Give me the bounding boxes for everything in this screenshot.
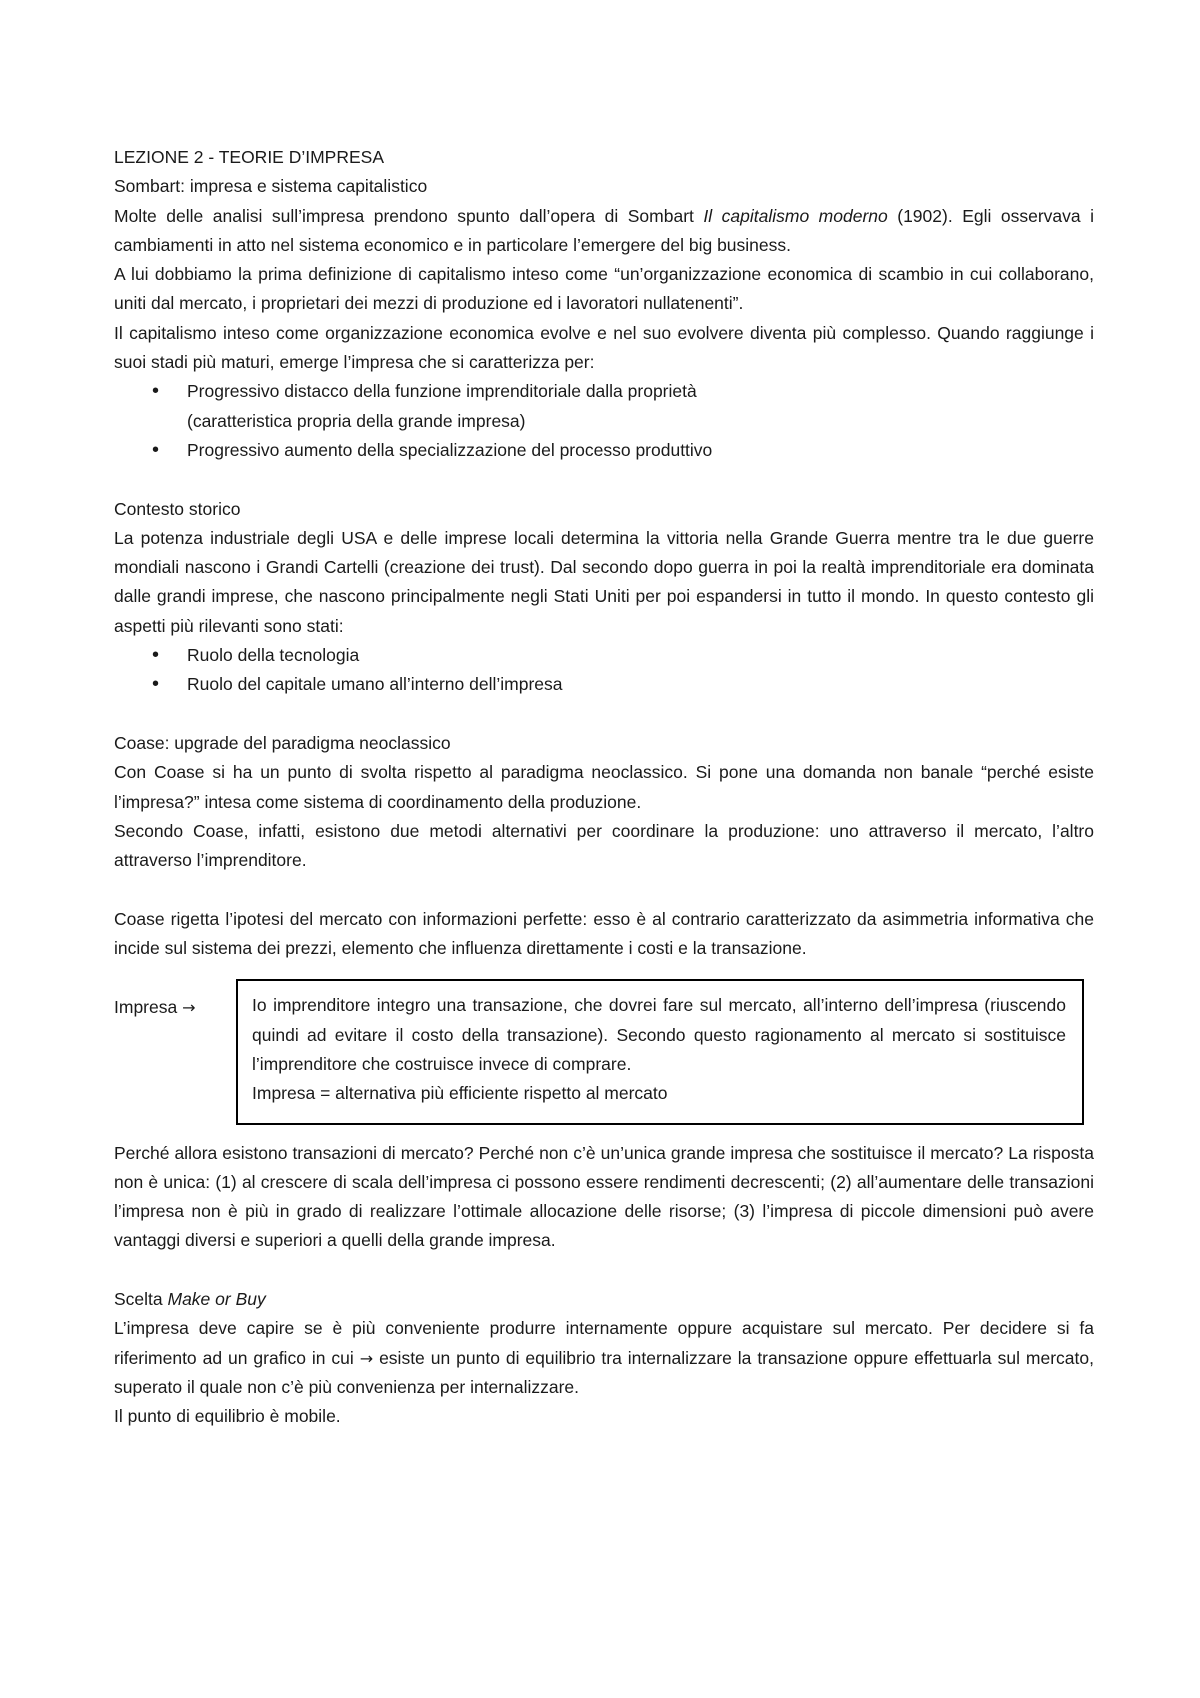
document-title: LEZIONE 2 - TEORIE D’IMPRESA (114, 147, 385, 167)
coase-paragraph-1: Con Coase si ha un punto di svolta rispetto al paradigma neoclassico. Si pone una domanda non banale “perché esiste l’impresa?” intesa come sistema di coordinamento della produzione. (114, 762, 1094, 812)
right-arrow-icon: → (359, 1348, 374, 1368)
section-heading-contesto: Contesto storico (114, 498, 241, 519)
box-paragraph-2: Impresa = alternativa più efficiente rispetto al mercato (252, 1083, 668, 1104)
make-or-buy-paragraph-1: L’impresa deve capire se è più conveniente produrre internamente oppure acquistare sul mercato. Per decidere si fa riferimento ad un grafico in cui → esiste un punto di equilibrio tra internalizzare la transazione oppure effettuarla sul mercato, superato il quale non c’è più convenienza per internalizzare. (114, 1318, 1094, 1397)
section-heading-coase: Coase: upgrade del paradigma neoclassico (114, 732, 451, 753)
section-heading-make-or-buy: Scelta Make or Buy (114, 1288, 266, 1309)
sombart-bullet-list (114, 377, 1094, 465)
box-paragraph-1: Io imprenditore integro una transazione, che dovrei fare sul mercato, all’interno dell’impresa (riuscendo quindi ad evitare il costo della transazione). Secondo questo ragionamento al mercato si sostituisce l’imprenditore che costruisce invece di comprare. (252, 995, 1066, 1074)
section-heading-sombart: Sombart: impresa e sistema capitalistico (114, 176, 428, 197)
sombart-paragraph-1: Molte delle analisi sull’impresa prendono spunto dall’opera di Sombart Il capitalismo moderno (1902). Egli osservava i cambiamenti in atto nel sistema economico e in particolare l’emergere del big business. (114, 205, 1095, 255)
sombart-paragraph-3: Il capitalismo inteso come organizzazione economica evolve e nel suo evolvere diventa più complesso. Quando raggiunge i suoi stadi più maturi, emerge l’impresa che si caratterizza per: (114, 322, 1094, 373)
coase-paragraph-2: Secondo Coase, infatti, esistono due metodi alternativi per coordinare la produzione: uno attraverso il mercato, l’altro attraverso l’imprenditore. (114, 820, 1094, 871)
coase-paragraph-4: Perché allora esistono transazioni di mercato? Perché non c’è un’unica grande impresa che sostituisce il mercato? La risposta non è unica: (1) al crescere di scala dell’impresa ci possono essere rendimenti decrescenti; (2) all’aumentare delle transazioni l’impresa non è più in grado di realizzare l’ottimale allocazione delle risorse; (3) l’impresa di piccole dimensioni può avere vantaggi diversi e superiori a quelli della grande impresa. (114, 1142, 1094, 1251)
contesto-bullet-list (114, 641, 1094, 700)
right-arrow-icon: → (182, 998, 196, 1018)
list-item: • Ruolo del capitale umano all’interno dell’impresa (114, 670, 1094, 699)
document-page (114, 143, 1094, 1431)
list-item: • Progressivo distacco della funzione imprenditoriale dalla proprietà (caratteristica propria della grande impresa) (114, 377, 1094, 436)
coase-paragraph-3: Coase rigetta l’ipotesi del mercato con informazioni perfette: esso è al contrario caratterizzato da asimmetria informativa che incide sul sistema dei prezzi, elemento che influenza direttamente i costi e la transazione. (114, 908, 1094, 959)
make-or-buy-paragraph-2: Il punto di equilibrio è mobile. (114, 1406, 341, 1427)
sombart-paragraph-2: A lui dobbiamo la prima definizione di capitalismo inteso come “un’organizzazione economica di scambio in cui collaborano, uniti dal mercato, i proprietari dei mezzi di produzione ed i lavoratori nullatenenti”. (114, 264, 1094, 314)
impresa-definition-row (114, 979, 1094, 1124)
impresa-label: Impresa → (114, 997, 196, 1018)
list-item: • Progressivo aumento della specializzazione del processo produttivo (114, 436, 1094, 465)
list-item: • Ruolo della tecnologia (114, 641, 1094, 670)
contesto-paragraph-1: La potenza industriale degli USA e delle imprese locali determina la vittoria nella Grande Guerra mentre tra le due guerre mondiali nascono i Grandi Cartelli (creazione dei trust). Dal secondo dopo guerra in poi la realtà imprenditoriale era dominata dalle grandi imprese, che nascono principalmente negli Stati Uniti per poi espandersi in tutto il mondo. In questo contesto gli aspetti più rilevanti sono stati: (114, 527, 1094, 636)
impresa-definition-box (236, 979, 1084, 1124)
